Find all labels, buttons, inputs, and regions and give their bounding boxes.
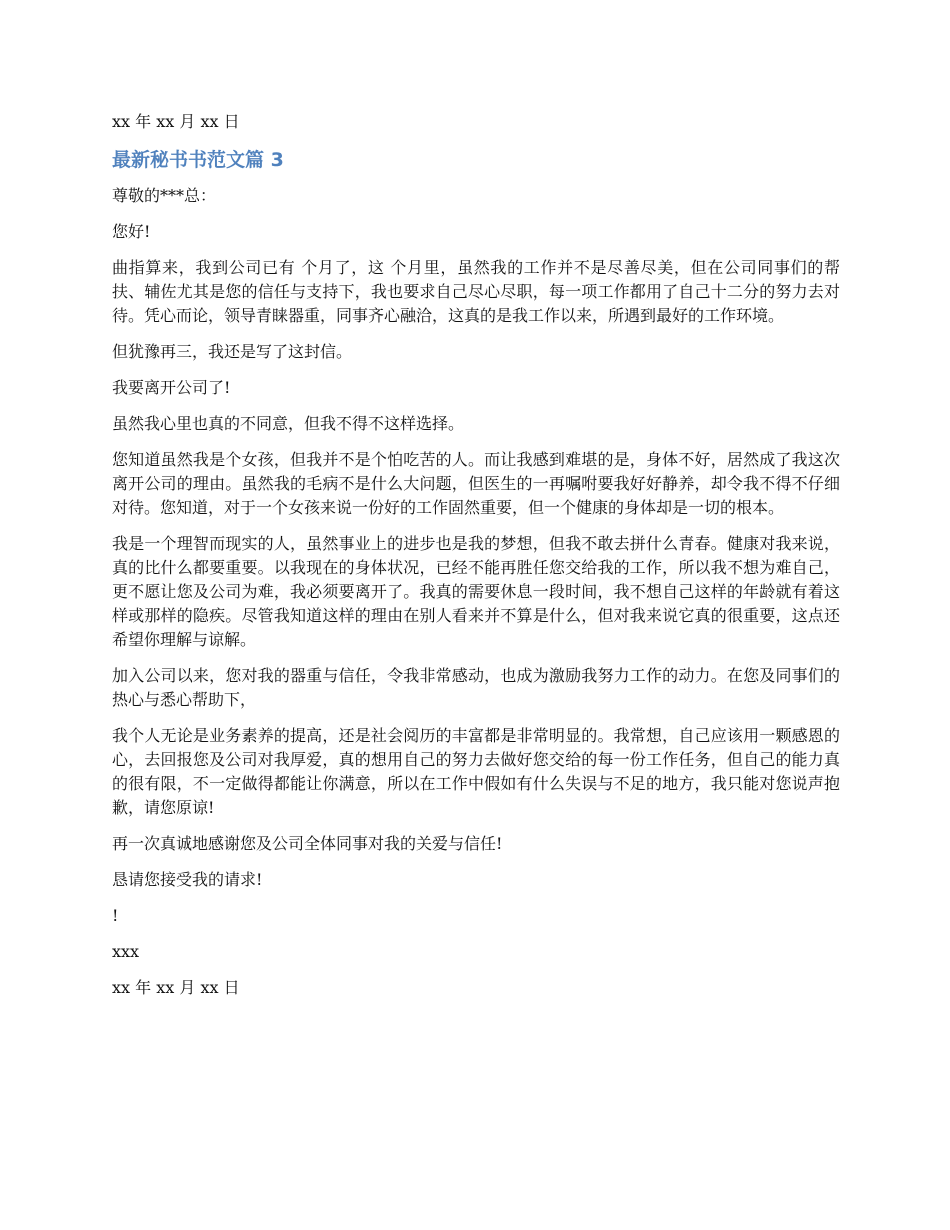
signature: xxx [112, 942, 140, 961]
body-paragraph-2: 但犹豫再三，我还是写了这封信。 [112, 342, 353, 361]
body-paragraph-9: 再一次真诚地感谢您及公司全体同事对我的关爱与信任! [112, 834, 503, 853]
body-paragraph-3: 我要离开公司了! [112, 378, 231, 397]
body-paragraph-8: 我个人无论是业务素养的提高，还是社会阅历的丰富都是非常明显的。我常想，自己应该用一颗感恩的心，去回报您及公司对我厚爱，真的想用自己的努力去做好您交给的每一份工作任务，但自己的能力真的很有限，不一定做得都能让你满意，所以在工作中假如有什么失误与不足的地方，我只能对您说声抱歉，请您原谅! [112, 726, 840, 817]
body-paragraph-6: 我是一个理智而现实的人，虽然事业上的进步也是我的梦想，但我不敢去拼什么青春。健康对我来说，真的比什么都要重要。以我现在的身体状况，已经不能再胜任您交给我的工作，所以我不想为难自己，更不愿让您及公司为难，我必须要离开了。我真的需要休息一段时间，我不想自己这样的年龄就有着这样或那样的隐疾。尽管我知道这样的理由在别人看来并不算是什么，但对我来说它真的很重要，这点还希望你理解与谅解。 [112, 534, 840, 649]
bottom-date: xx 年 xx 月 xx 日 [112, 978, 240, 997]
body-paragraph-5: 您知道虽然我是个女孩，但我并不是个怕吃苦的人。而让我感到难堪的是，身体不好，居然成了我这次离开公司的理由。虽然我的毛病不是什么大问题，但医生的一再嘱咐要我好好静养，却令我不得不仔细对待。您知道，对于一个女孩来说一份好的工作固然重要，但一个健康的身体却是一切的根本。 [112, 450, 840, 517]
exclamation-line: ! [112, 906, 119, 925]
salutation: 尊敬的***总： [112, 186, 217, 205]
greeting: 您好! [112, 222, 151, 241]
body-paragraph-4: 虽然我心里也真的不同意，但我不得不这样选择。 [112, 414, 465, 433]
body-paragraph-1: 曲指算来，我到公司已有 个月了，这 个月里，虽然我的工作并不是尽善尽美，但在公司同事们的帮扶、辅佐尤其是您的信任与支持下，我也要求自己尽心尽职，每一项工作都用了自己十二分的努力去对待。凭心而论，领导青睐器重，同事齐心融洽，这真的是我工作以来，所遇到最好的工作环境。 [112, 258, 840, 325]
section-heading: 最新秘书书范文篇 3 [112, 149, 284, 171]
top-date: xx 年 xx 月 xx 日 [112, 112, 240, 131]
document-page [112, 110, 840, 1012]
body-paragraph-10: 恳请您接受我的请求! [112, 870, 263, 889]
body-paragraph-7: 加入公司以来，您对我的器重与信任，令我非常感动，也成为激励我努力工作的动力。在您及同事们的热心与悉心帮助下， [112, 666, 840, 709]
